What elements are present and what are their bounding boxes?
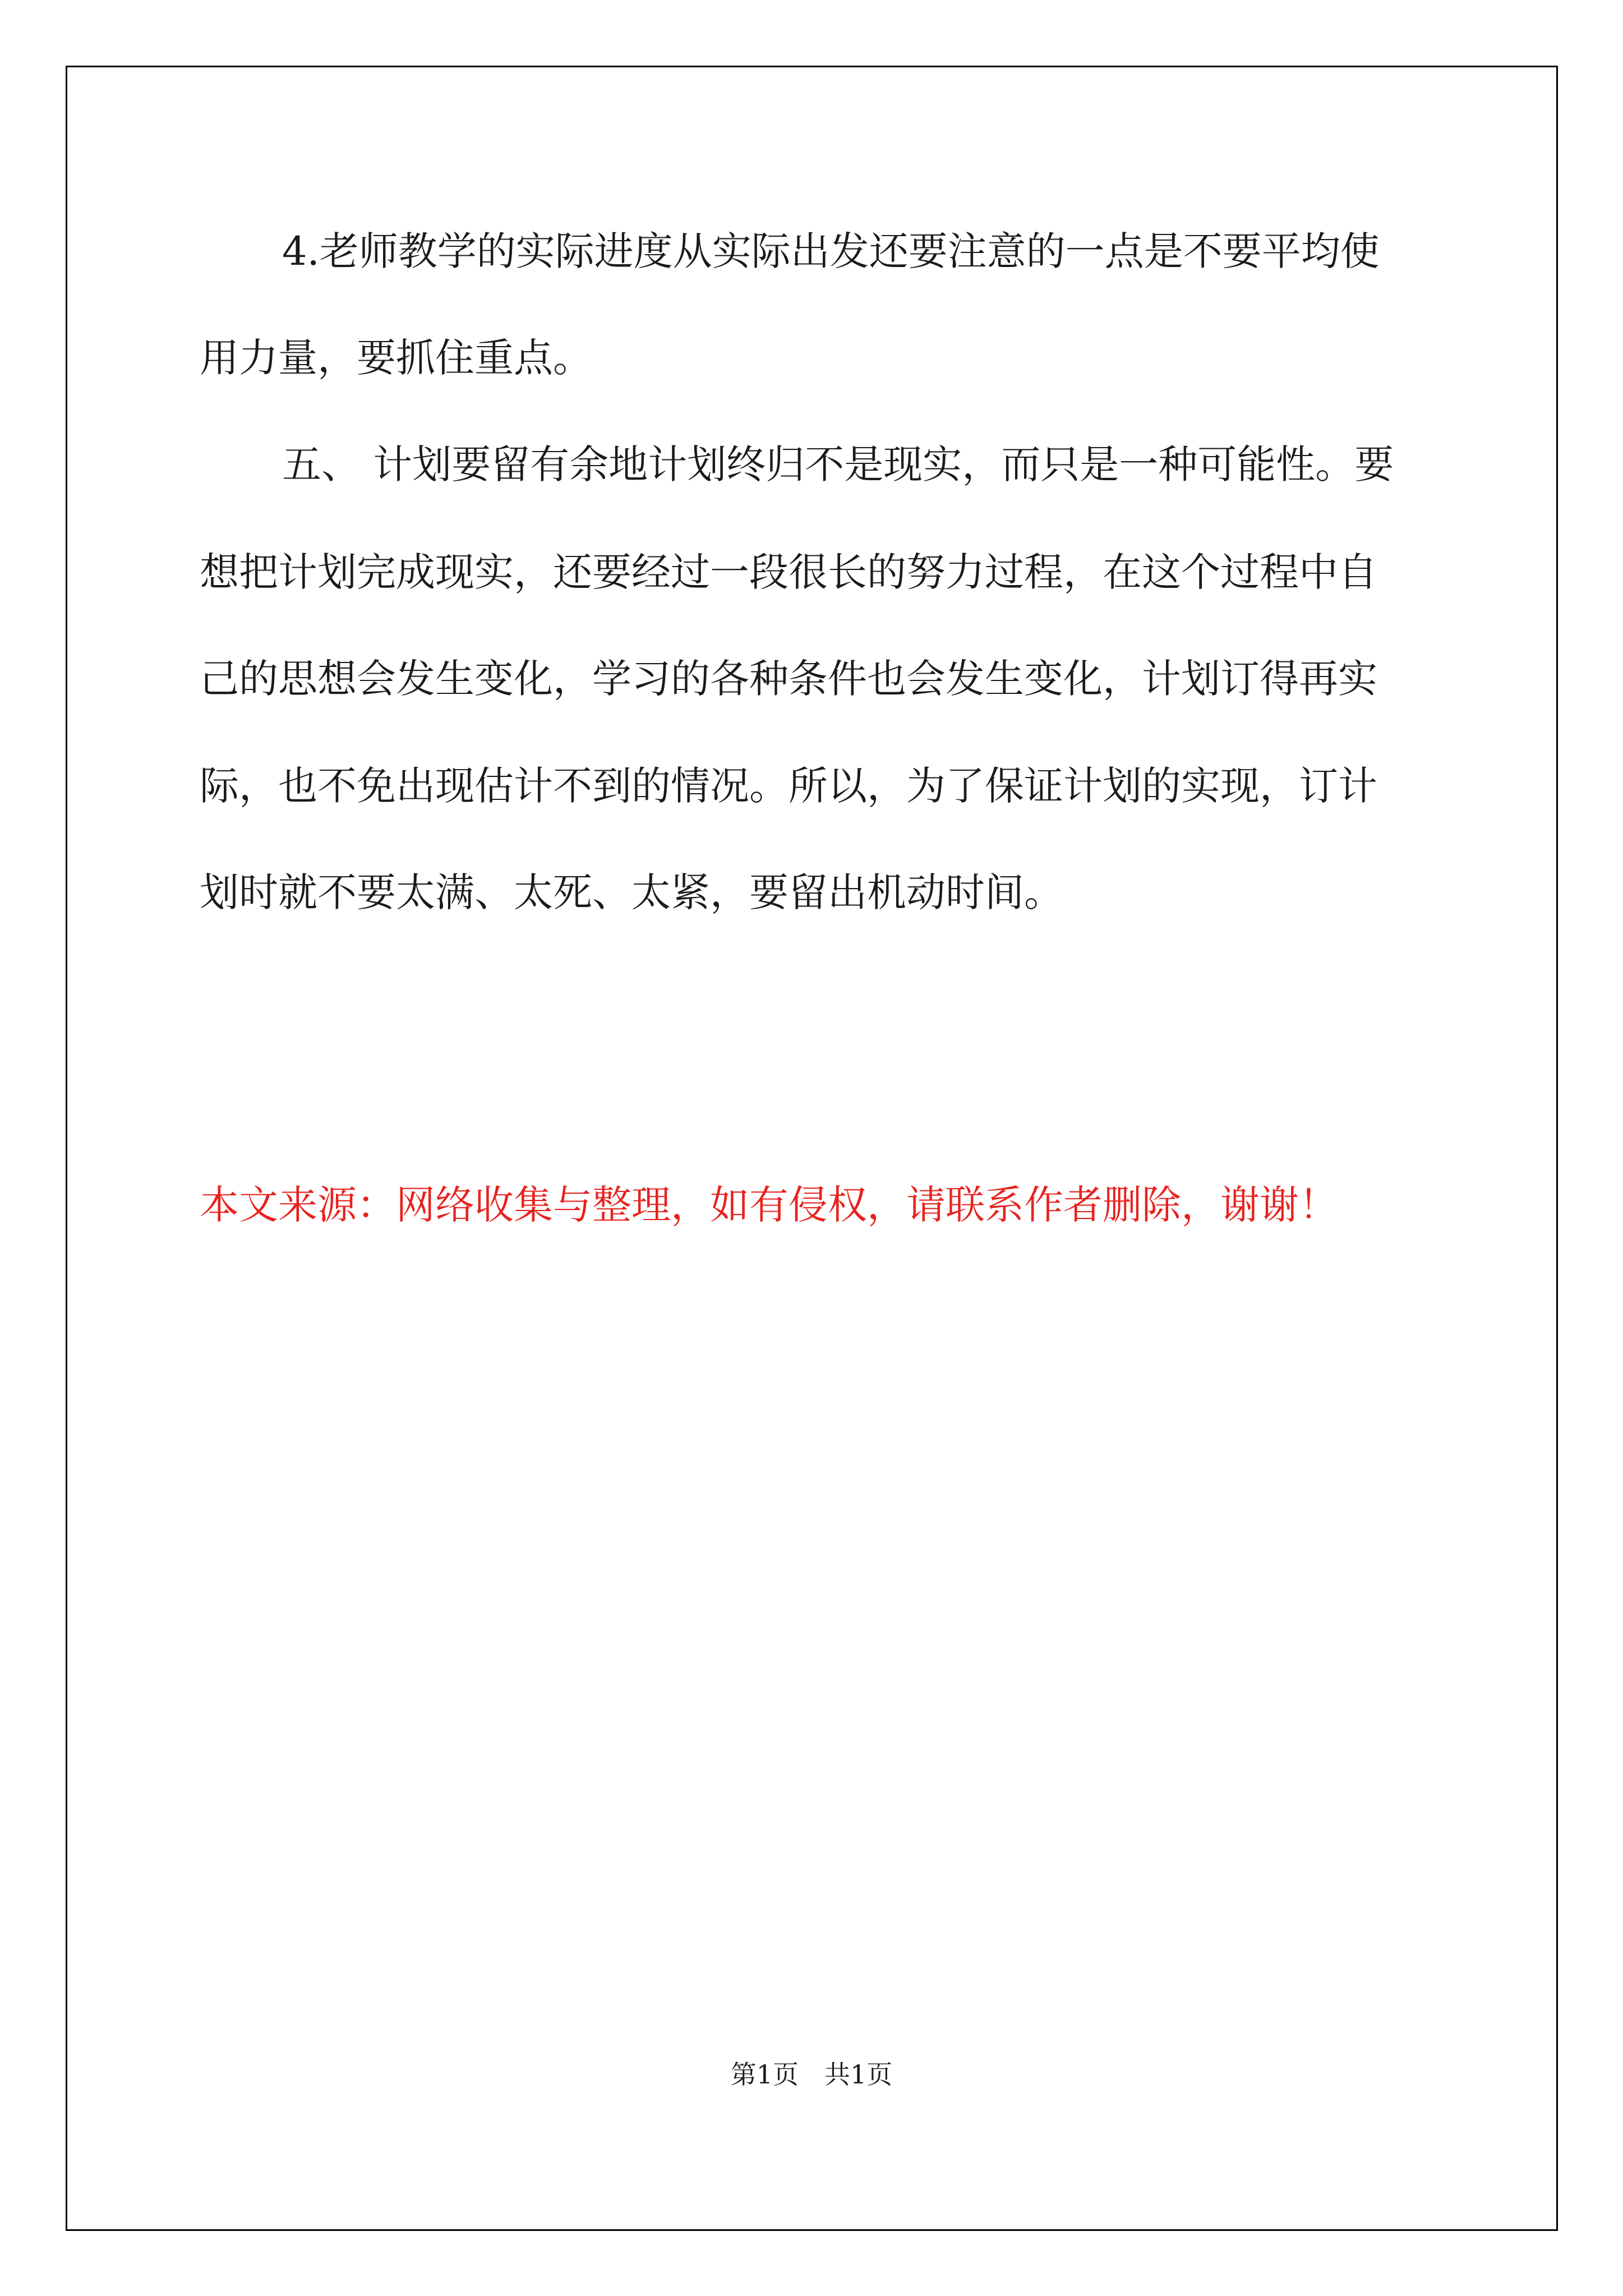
- paragraph-5-line-4: 际，也不免出现估计不到的情况。所以，为了保证计划的实现，订计: [200, 763, 1377, 809]
- paragraph-5-line-5: 划时就不要太满、太死、太紧，要留出机动时间。: [200, 869, 1063, 915]
- source-notice: 本文来源：网络收集与整理，如有侵权，请联系作者删除，谢谢！: [200, 1182, 1338, 1228]
- page-footer: 第1页 共1页: [730, 2059, 893, 2090]
- paragraph-5-line-3: 己的思想会发生变化，学习的各种条件也会发生变化，计划订得再实: [200, 656, 1377, 702]
- paragraph-5-line-1: 五、 计划要留有余地计划终归不是现实，而只是一种可能性。要: [282, 441, 1394, 487]
- paragraph-5-line-2: 想把计划完成现实，还要经过一段很长的努力过程，在这个过程中自: [200, 549, 1377, 595]
- paragraph-4-line-2: 用力量，要抓住重点。: [200, 335, 592, 381]
- page-border: [66, 66, 1558, 2231]
- paragraph-4-line-1: 4.老师教学的实际进度从实际出发还要注意的一点是不要平均使: [282, 228, 1380, 274]
